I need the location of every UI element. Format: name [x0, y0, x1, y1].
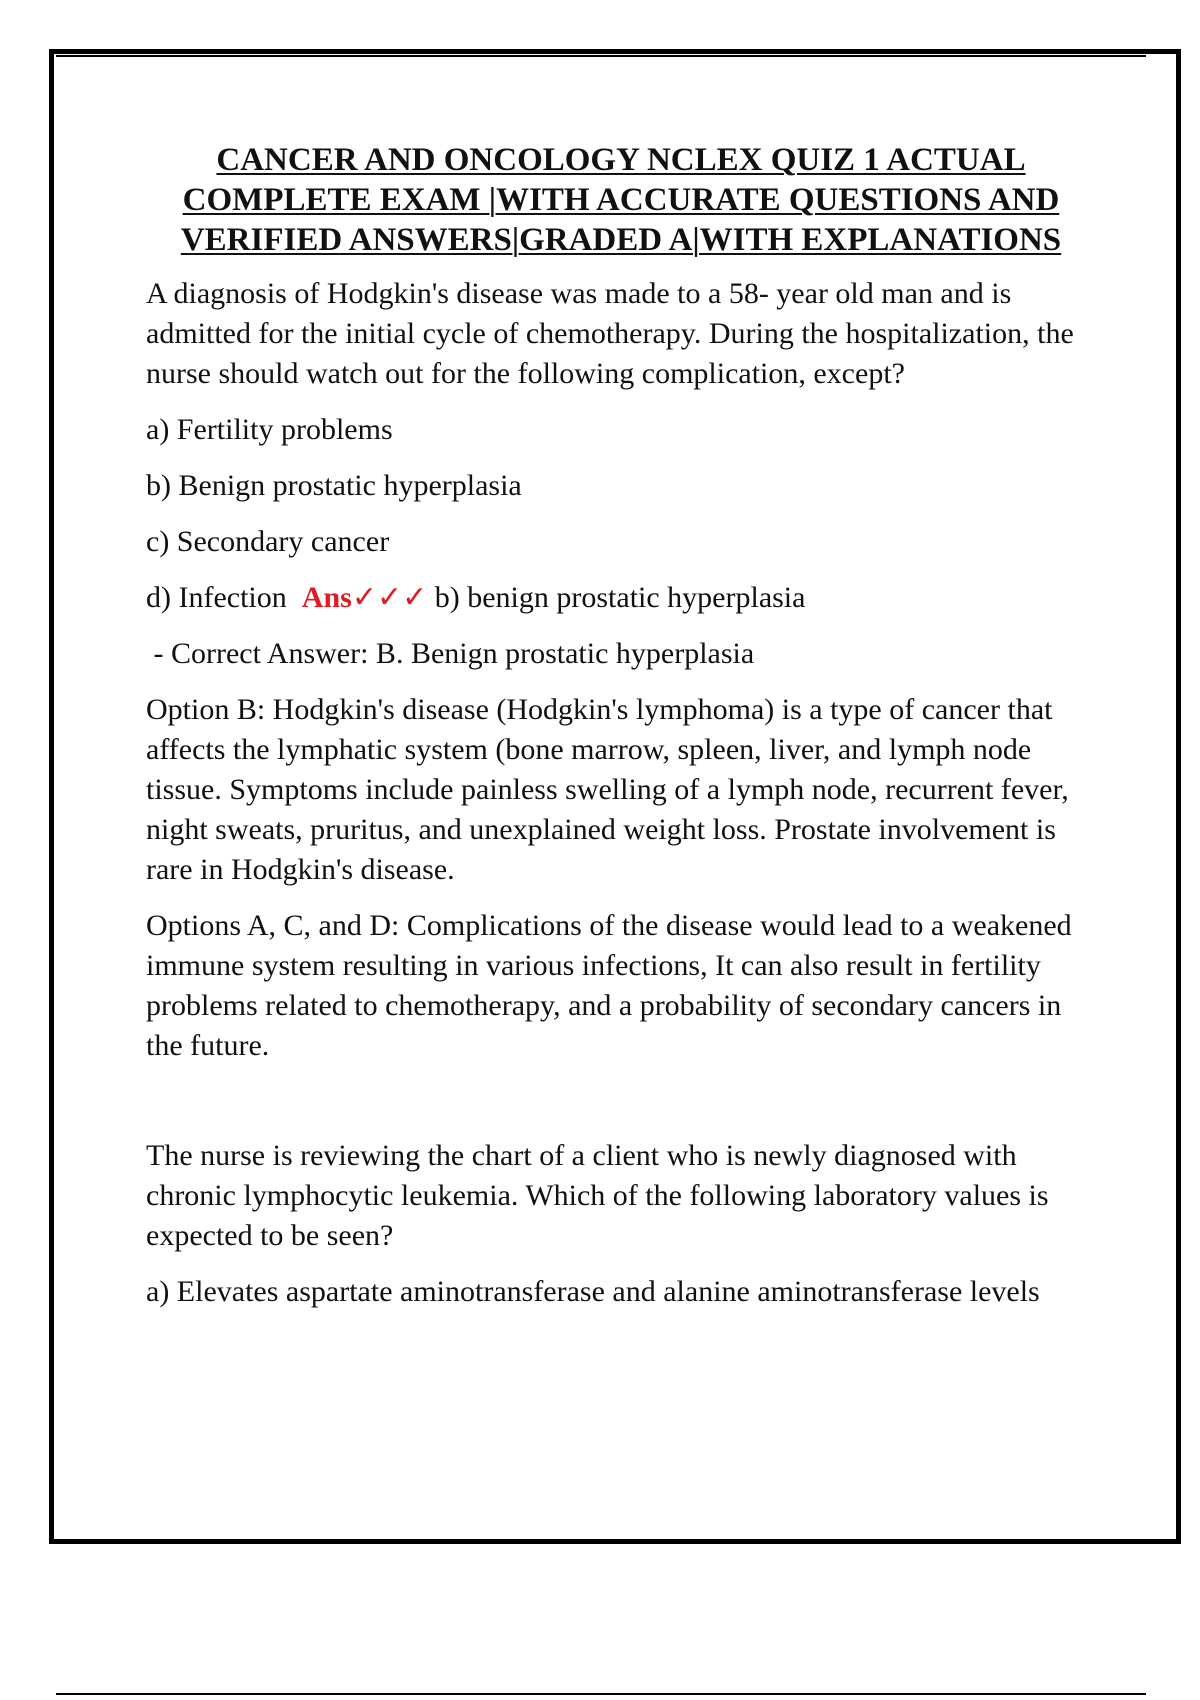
- question-1-option-b: b) Benign prostatic hyperplasia: [146, 469, 522, 502]
- question-1-option-d: d) Infection: [146, 581, 287, 614]
- title-line-3: VERIFIED ANSWERS|GRADED A|WITH EXPLANATIONS: [180, 222, 1062, 258]
- question-1-option-c: c) Secondary cancer: [146, 525, 390, 558]
- answer-value: b) benign prostatic hyperplasia: [427, 581, 806, 614]
- title-line-2: COMPLETE EXAM |WITH ACCURATE QUESTIONS AND: [182, 182, 1060, 218]
- question-1-option-d-line: [146, 578, 1096, 618]
- document-content: [146, 140, 1096, 1328]
- answer-label: Ans: [301, 581, 352, 614]
- document-title: [146, 140, 1096, 260]
- question-1-option-a: a) Fertility problems: [146, 413, 393, 446]
- bottom-rule: [56, 1693, 1146, 1695]
- check-marks-icon: ✓✓✓: [351, 581, 428, 614]
- question-1-correct-answer: - Correct Answer: B. Benign prostatic hyperplasia: [146, 637, 755, 670]
- question-1-explanation-acd: Options A, C, and D: Complications of the disease would lead to a weakened immune system resulting in various infections, It can also result in fertility problems related to chemotherapy, and a probability of secondary cancers in the future.: [146, 909, 1072, 1062]
- title-line-1: CANCER AND ONCOLOGY NCLEX QUIZ 1 ACTUAL: [216, 142, 1026, 178]
- question-2-stem: The nurse is reviewing the chart of a client who is newly diagnosed with chronic lymphocytic leukemia. Which of the following laboratory values is expected to be seen?: [146, 1139, 1049, 1252]
- question-2-option-a: a) Elevates aspartate aminotransferase and alanine aminotransferase levels: [146, 1275, 1040, 1308]
- section-spacer: [146, 1082, 1096, 1136]
- question-1-explanation-b: Option B: Hodgkin's disease (Hodgkin's lymphoma) is a type of cancer that affects the lymphatic system (bone marrow, spleen, liver, and lymph node tissue. Symptoms include painless swelling of a lymph node, recurrent fever, night sweats, pruritus, and unexplained weight loss. Prostate involvement is rare in Hodgkin's disease.: [146, 693, 1069, 886]
- question-1-stem: A diagnosis of Hodgkin's disease was made to a 58- year old man and is admitted for the initial cycle of chemotherapy. During the hospitalization, the nurse should watch out for the following complication, except?: [146, 277, 1074, 390]
